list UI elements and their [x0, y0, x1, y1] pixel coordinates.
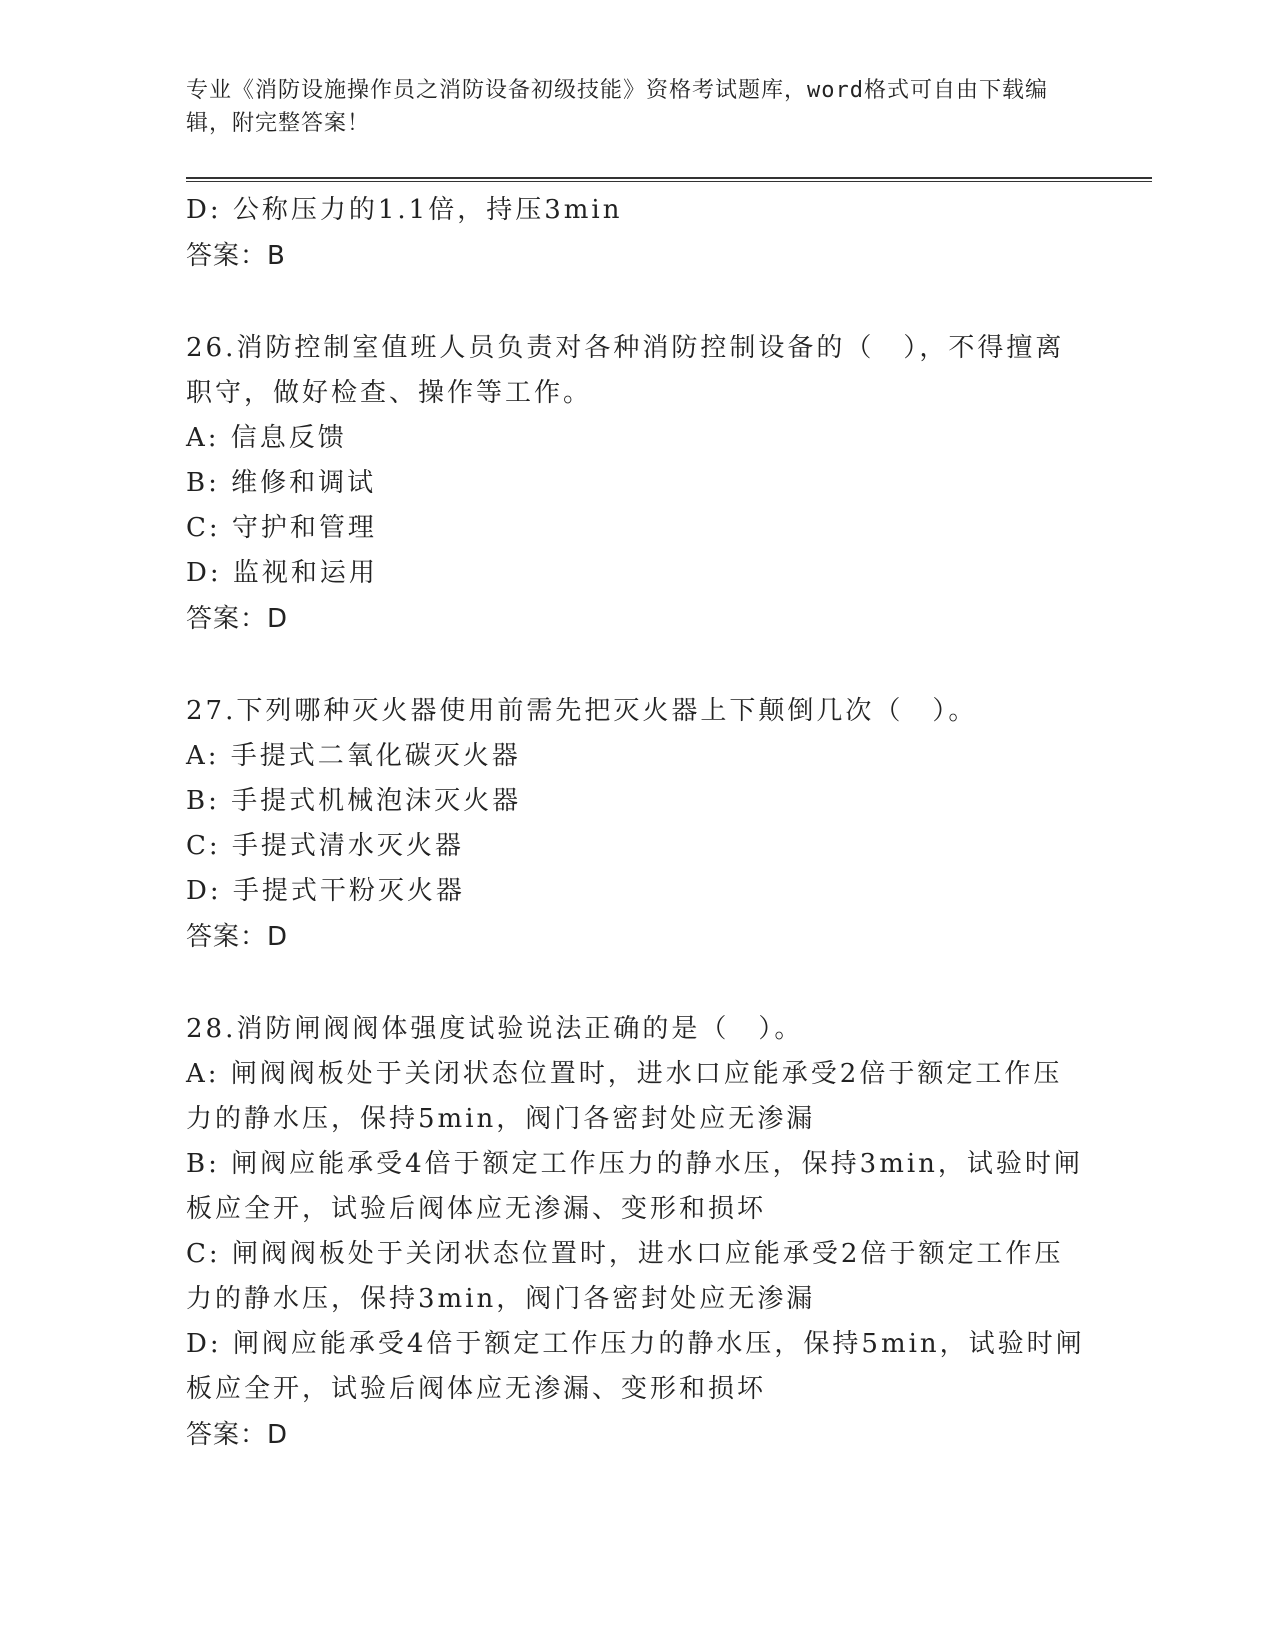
- spacer: [186, 960, 1086, 1007]
- option-a: A: 信息反馈: [186, 423, 347, 453]
- option-b: B: 维修和调试: [186, 468, 377, 498]
- option-d: D: 手提式干粉灭火器: [186, 876, 465, 906]
- header-divider: [186, 177, 1152, 182]
- answer-line: 答案：D: [186, 1420, 289, 1450]
- option-a: A: 手提式二氧化碳灭火器: [186, 741, 521, 771]
- question-27-text: 27.下列哪种灭火器使用前需先把灭火器上下颠倒几次（ ）。: [186, 696, 978, 726]
- answer-line: 答案：B: [186, 241, 286, 271]
- option-c: C: 手提式清水灭火器: [186, 831, 464, 861]
- option-a: A: 闸阀阀板处于关闭状态位置时，进水口应能承受2倍于额定工作压力的静水压，保持5min，阀门各密封处应无渗漏: [186, 1059, 1063, 1134]
- question-text: 26.消防控制室值班人员负责对各种消防控制设备的（ ），不得擅离职守，做好检查、操作等工作。: [186, 333, 1065, 408]
- question-26-text: [186, 326, 1086, 416]
- option-d: D: 公称压力的1.1倍，持压3min: [186, 195, 623, 225]
- document-body: [186, 188, 1086, 1458]
- spacer: [186, 279, 1086, 326]
- question-28-text: 28.消防闸阀阀体强度试验说法正确的是（ ）。: [186, 1014, 804, 1044]
- option-d: D: 监视和运用: [186, 558, 378, 588]
- option-b: B: 手提式机械泡沫灭火器: [186, 786, 522, 816]
- answer-line: 答案：D: [186, 604, 289, 634]
- document-header: 专业《消防设施操作员之消防设备初级技能》资格考试题库，word格式可自由下载编辑，附完整答案！: [186, 78, 1048, 136]
- answer-line: 答案：D: [186, 922, 289, 952]
- option-c: C: 闸阀阀板处于关闭状态位置时，进水口应能承受2倍于额定工作压力的静水压，保持3min，阀门各密封处应无渗漏: [186, 1239, 1064, 1314]
- option-d: D: 闸阀应能承受4倍于额定工作压力的静水压，保持5min，试验时闸板应全开，试验后阀体应无渗漏、变形和损坏: [186, 1329, 1085, 1404]
- spacer: [186, 642, 1086, 689]
- option-b: B: 闸阀应能承受4倍于额定工作压力的静水压，保持3min，试验时闸板应全开，试验后阀体应无渗漏、变形和损坏: [186, 1149, 1083, 1224]
- option-c: C: 守护和管理: [186, 513, 377, 543]
